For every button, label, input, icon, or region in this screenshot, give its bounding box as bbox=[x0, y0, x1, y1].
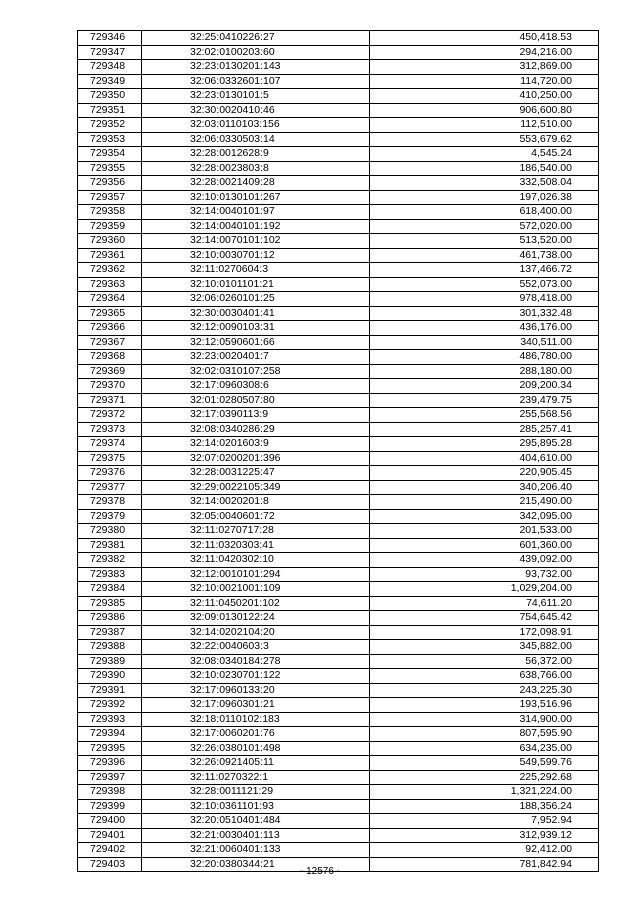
cadastral-number-cell: 32:10:0101101:21 bbox=[142, 277, 370, 292]
table-row bbox=[78, 741, 599, 756]
row-id-cell: 729397 bbox=[78, 770, 142, 785]
cadastral-number-cell: 32:07:0200201:396 bbox=[142, 451, 370, 466]
amount-cell: 295,895.28 bbox=[370, 437, 599, 452]
table-row bbox=[78, 132, 599, 147]
amount-cell: 215,490.00 bbox=[370, 495, 599, 510]
row-id-cell: 729354 bbox=[78, 147, 142, 162]
amount-cell: 225,292.68 bbox=[370, 770, 599, 785]
table-row bbox=[78, 60, 599, 75]
cadastral-number-cell: 32:23:0130101:5 bbox=[142, 89, 370, 104]
row-id-cell: 729385 bbox=[78, 596, 142, 611]
table-row bbox=[78, 350, 599, 365]
row-id-cell: 729395 bbox=[78, 741, 142, 756]
cadastral-number-cell: 32:11:0270717:28 bbox=[142, 524, 370, 539]
amount-cell: 807,595.90 bbox=[370, 727, 599, 742]
row-id-cell: 729398 bbox=[78, 785, 142, 800]
row-id-cell: 729346 bbox=[78, 31, 142, 46]
table-row bbox=[78, 393, 599, 408]
cadastral-number-cell: 32:06:0332601:107 bbox=[142, 74, 370, 89]
table-row bbox=[78, 669, 599, 684]
cadastral-number-cell: 32:17:0060201:76 bbox=[142, 727, 370, 742]
cadastral-number-cell: 32:28:0021409:28 bbox=[142, 176, 370, 191]
cadastral-number-cell: 32:06:0330503:14 bbox=[142, 132, 370, 147]
cadastral-number-cell: 32:14:0040101:97 bbox=[142, 205, 370, 220]
row-id-cell: 729368 bbox=[78, 350, 142, 365]
row-id-cell: 729373 bbox=[78, 422, 142, 437]
amount-cell: 781,842.94 bbox=[370, 857, 599, 872]
amount-cell: 340,206.40 bbox=[370, 480, 599, 495]
row-id-cell: 729348 bbox=[78, 60, 142, 75]
row-id-cell: 729371 bbox=[78, 393, 142, 408]
table-row bbox=[78, 248, 599, 263]
table-row bbox=[78, 147, 599, 162]
amount-cell: 288,180.00 bbox=[370, 364, 599, 379]
table-row bbox=[78, 553, 599, 568]
row-id-cell: 729355 bbox=[78, 161, 142, 176]
cadastral-number-cell: 32:18:0110102:183 bbox=[142, 712, 370, 727]
table-row bbox=[78, 364, 599, 379]
amount-cell: 294,216.00 bbox=[370, 45, 599, 60]
cadastral-number-cell: 32:11:0270604:3 bbox=[142, 263, 370, 278]
amount-cell: 439,092.00 bbox=[370, 553, 599, 568]
cadastral-number-cell: 32:10:0361101:93 bbox=[142, 799, 370, 814]
amount-cell: 634,235.00 bbox=[370, 741, 599, 756]
row-id-cell: 729376 bbox=[78, 466, 142, 481]
cadastral-number-cell: 32:25:0410226:27 bbox=[142, 31, 370, 46]
row-id-cell: 729352 bbox=[78, 118, 142, 133]
cadastral-number-cell: 32:23:0130201:143 bbox=[142, 60, 370, 75]
row-id-cell: 729383 bbox=[78, 567, 142, 582]
row-id-cell: 729384 bbox=[78, 582, 142, 597]
amount-cell: 193,516.96 bbox=[370, 698, 599, 713]
amount-cell: 209,200.34 bbox=[370, 379, 599, 394]
table-row bbox=[78, 45, 599, 60]
amount-cell: 754,645.42 bbox=[370, 611, 599, 626]
table-row bbox=[78, 698, 599, 713]
amount-cell: 345,882.00 bbox=[370, 640, 599, 655]
cadastral-number-cell: 32:02:0310107:258 bbox=[142, 364, 370, 379]
table-row bbox=[78, 451, 599, 466]
row-id-cell: 729381 bbox=[78, 538, 142, 553]
cadastral-number-cell: 32:28:0023803:8 bbox=[142, 161, 370, 176]
row-id-cell: 729350 bbox=[78, 89, 142, 104]
table-row bbox=[78, 640, 599, 655]
table-row bbox=[78, 408, 599, 423]
table-row bbox=[78, 611, 599, 626]
table-row bbox=[78, 596, 599, 611]
amount-cell: 978,418.00 bbox=[370, 292, 599, 307]
table-row bbox=[78, 466, 599, 481]
amount-cell: 342,095.00 bbox=[370, 509, 599, 524]
cadastral-number-cell: 32:30:0020410:46 bbox=[142, 103, 370, 118]
amount-cell: 243,225.30 bbox=[370, 683, 599, 698]
row-id-cell: 729356 bbox=[78, 176, 142, 191]
row-id-cell: 729399 bbox=[78, 799, 142, 814]
row-id-cell: 729401 bbox=[78, 828, 142, 843]
amount-cell: 340,511.00 bbox=[370, 335, 599, 350]
row-id-cell: 729367 bbox=[78, 335, 142, 350]
cadastral-number-cell: 32:12:0090103:31 bbox=[142, 321, 370, 336]
cadastral-number-cell: 32:11:0270322:1 bbox=[142, 770, 370, 785]
amount-cell: 314,900.00 bbox=[370, 712, 599, 727]
row-id-cell: 729389 bbox=[78, 654, 142, 669]
cadastral-number-cell: 32:01:0280507:80 bbox=[142, 393, 370, 408]
cadastral-number-cell: 32:14:0040101:192 bbox=[142, 219, 370, 234]
amount-cell: 112,510.00 bbox=[370, 118, 599, 133]
row-id-cell: 729361 bbox=[78, 248, 142, 263]
amount-cell: 92,412.00 bbox=[370, 843, 599, 858]
table-row bbox=[78, 625, 599, 640]
cadastral-number-cell: 32:22:0040603:3 bbox=[142, 640, 370, 655]
table-row bbox=[78, 538, 599, 553]
row-id-cell: 729366 bbox=[78, 321, 142, 336]
cadastral-number-cell: 32:11:0320303:41 bbox=[142, 538, 370, 553]
table-row bbox=[78, 161, 599, 176]
table-row bbox=[78, 495, 599, 510]
row-id-cell: 729358 bbox=[78, 205, 142, 220]
table-row bbox=[78, 437, 599, 452]
amount-cell: 404,610.00 bbox=[370, 451, 599, 466]
amount-cell: 93,732.00 bbox=[370, 567, 599, 582]
cadastral-number-cell: 32:05:0040601:72 bbox=[142, 509, 370, 524]
amount-cell: 255,568.56 bbox=[370, 408, 599, 423]
cadastral-number-cell: 32:03:0110103:156 bbox=[142, 118, 370, 133]
row-id-cell: 729402 bbox=[78, 843, 142, 858]
amount-cell: 461,738.00 bbox=[370, 248, 599, 263]
cadastral-number-cell: 32:26:0380101:498 bbox=[142, 741, 370, 756]
table-row bbox=[78, 770, 599, 785]
table-row bbox=[78, 814, 599, 829]
table-row bbox=[78, 263, 599, 278]
table-row bbox=[78, 205, 599, 220]
cadastral-number-cell: 32:30:0030401:41 bbox=[142, 306, 370, 321]
cadastral-number-cell: 32:28:0031225:47 bbox=[142, 466, 370, 481]
table-row bbox=[78, 828, 599, 843]
amount-cell: 137,466.72 bbox=[370, 263, 599, 278]
cadastral-number-cell: 32:17:0960308:6 bbox=[142, 379, 370, 394]
row-id-cell: 729365 bbox=[78, 306, 142, 321]
row-id-cell: 729390 bbox=[78, 669, 142, 684]
cadastral-number-cell: 32:06:0260101:25 bbox=[142, 292, 370, 307]
row-id-cell: 729375 bbox=[78, 451, 142, 466]
table-row bbox=[78, 74, 599, 89]
table-row bbox=[78, 799, 599, 814]
cadastral-number-cell: 32:10:0230701:122 bbox=[142, 669, 370, 684]
row-id-cell: 729363 bbox=[78, 277, 142, 292]
amount-cell: 239,479.75 bbox=[370, 393, 599, 408]
table-row bbox=[78, 843, 599, 858]
row-id-cell: 729372 bbox=[78, 408, 142, 423]
table-row bbox=[78, 292, 599, 307]
amount-cell: 410,250.00 bbox=[370, 89, 599, 104]
amount-cell: 201,533.00 bbox=[370, 524, 599, 539]
amount-cell: 56,372.00 bbox=[370, 654, 599, 669]
table-row bbox=[78, 524, 599, 539]
cadastral-number-cell: 32:17:0390113:9 bbox=[142, 408, 370, 423]
table-row bbox=[78, 422, 599, 437]
cadastral-number-cell: 32:21:0030401:113 bbox=[142, 828, 370, 843]
table-body bbox=[78, 31, 599, 872]
amount-cell: 312,939.12 bbox=[370, 828, 599, 843]
amount-cell: 572,020.00 bbox=[370, 219, 599, 234]
amount-cell: 601,360.00 bbox=[370, 538, 599, 553]
cadastral-number-cell: 32:12:0010101:294 bbox=[142, 567, 370, 582]
table-row bbox=[78, 234, 599, 249]
cadastral-number-cell: 32:20:0510401:484 bbox=[142, 814, 370, 829]
table-row bbox=[78, 756, 599, 771]
table-row bbox=[78, 89, 599, 104]
cadastral-number-cell: 32:28:0011121:29 bbox=[142, 785, 370, 800]
cadastral-number-cell: 32:10:0021001:109 bbox=[142, 582, 370, 597]
row-id-cell: 729392 bbox=[78, 698, 142, 713]
table-row bbox=[78, 654, 599, 669]
table-row bbox=[78, 219, 599, 234]
cadastral-number-cell: 32:17:0960133:20 bbox=[142, 683, 370, 698]
row-id-cell: 729394 bbox=[78, 727, 142, 742]
row-id-cell: 729388 bbox=[78, 640, 142, 655]
amount-cell: 172,098.91 bbox=[370, 625, 599, 640]
amount-cell: 114,720.00 bbox=[370, 74, 599, 89]
table-row bbox=[78, 103, 599, 118]
row-id-cell: 729379 bbox=[78, 509, 142, 524]
row-id-cell: 729370 bbox=[78, 379, 142, 394]
cadastral-number-cell: 32:21:0060401:133 bbox=[142, 843, 370, 858]
row-id-cell: 729387 bbox=[78, 625, 142, 640]
cadastral-number-cell: 32:10:0030701:12 bbox=[142, 248, 370, 263]
row-id-cell: 729351 bbox=[78, 103, 142, 118]
amount-cell: 549,599.76 bbox=[370, 756, 599, 771]
table-row bbox=[78, 118, 599, 133]
cadastral-number-cell: 32:28:0012628:9 bbox=[142, 147, 370, 162]
row-id-cell: 729380 bbox=[78, 524, 142, 539]
amount-cell: 486,780.00 bbox=[370, 350, 599, 365]
row-id-cell: 729347 bbox=[78, 45, 142, 60]
row-id-cell: 729396 bbox=[78, 756, 142, 771]
table-row bbox=[78, 712, 599, 727]
row-id-cell: 729374 bbox=[78, 437, 142, 452]
amount-cell: 7,952.94 bbox=[370, 814, 599, 829]
cadastral-number-cell: 32:23:0020401:7 bbox=[142, 350, 370, 365]
cadastral-number-cell: 32:10:0130101:267 bbox=[142, 190, 370, 205]
table-row bbox=[78, 31, 599, 46]
amount-cell: 332,508.04 bbox=[370, 176, 599, 191]
amount-cell: 906,600.80 bbox=[370, 103, 599, 118]
cadastral-number-cell: 32:02:0100203:60 bbox=[142, 45, 370, 60]
amount-cell: 312,869.00 bbox=[370, 60, 599, 75]
row-id-cell: 729377 bbox=[78, 480, 142, 495]
cadastral-number-cell: 32:12:0590601:66 bbox=[142, 335, 370, 350]
amount-cell: 513,520.00 bbox=[370, 234, 599, 249]
amount-cell: 1,321,224.00 bbox=[370, 785, 599, 800]
row-id-cell: 729360 bbox=[78, 234, 142, 249]
amount-cell: 1,029,204.00 bbox=[370, 582, 599, 597]
table-row bbox=[78, 379, 599, 394]
row-id-cell: 729359 bbox=[78, 219, 142, 234]
cadastral-number-cell: 32:09:0130122:24 bbox=[142, 611, 370, 626]
cadastral-number-cell: 32:14:0202104:20 bbox=[142, 625, 370, 640]
amount-cell: 301,332.48 bbox=[370, 306, 599, 321]
row-id-cell: 729378 bbox=[78, 495, 142, 510]
table-row bbox=[78, 567, 599, 582]
cadastral-number-cell: 32:11:0450201:102 bbox=[142, 596, 370, 611]
amount-cell: 450,418.53 bbox=[370, 31, 599, 46]
cadastral-number-cell: 32:29:0022105:349 bbox=[142, 480, 370, 495]
row-id-cell: 729364 bbox=[78, 292, 142, 307]
row-id-cell: 729393 bbox=[78, 712, 142, 727]
cadastral-number-cell: 32:14:0020201:8 bbox=[142, 495, 370, 510]
row-id-cell: 729369 bbox=[78, 364, 142, 379]
amount-cell: 188,356.24 bbox=[370, 799, 599, 814]
cadastral-number-cell: 32:26:0921405:11 bbox=[142, 756, 370, 771]
cadastral-number-cell: 32:14:0201603:9 bbox=[142, 437, 370, 452]
row-id-cell: 729353 bbox=[78, 132, 142, 147]
amount-cell: 186,540.00 bbox=[370, 161, 599, 176]
table-row bbox=[78, 683, 599, 698]
table-row bbox=[78, 335, 599, 350]
table-row bbox=[78, 306, 599, 321]
row-id-cell: 729382 bbox=[78, 553, 142, 568]
records-table bbox=[77, 30, 599, 872]
amount-cell: 74,611.20 bbox=[370, 596, 599, 611]
row-id-cell: 729362 bbox=[78, 263, 142, 278]
cadastral-number-cell: 32:08:0340286:29 bbox=[142, 422, 370, 437]
table-row bbox=[78, 582, 599, 597]
row-id-cell: 729357 bbox=[78, 190, 142, 205]
amount-cell: 553,679.62 bbox=[370, 132, 599, 147]
amount-cell: 638,766.00 bbox=[370, 669, 599, 684]
row-id-cell: 729349 bbox=[78, 74, 142, 89]
page-number: - 12576 - bbox=[299, 866, 341, 877]
row-id-cell: 729400 bbox=[78, 814, 142, 829]
table-row bbox=[78, 277, 599, 292]
cadastral-number-cell: 32:17:0960301:21 bbox=[142, 698, 370, 713]
table-row bbox=[78, 509, 599, 524]
amount-cell: 552,073.00 bbox=[370, 277, 599, 292]
cadastral-number-cell: 32:08:0340184:278 bbox=[142, 654, 370, 669]
row-id-cell: 729386 bbox=[78, 611, 142, 626]
amount-cell: 4,545.24 bbox=[370, 147, 599, 162]
amount-cell: 618,400.00 bbox=[370, 205, 599, 220]
table-row bbox=[78, 480, 599, 495]
amount-cell: 285,257.41 bbox=[370, 422, 599, 437]
cadastral-number-cell: 32:11:0420302:10 bbox=[142, 553, 370, 568]
cadastral-number-cell: 32:20:0380344:21 bbox=[142, 857, 370, 872]
row-id-cell: 729391 bbox=[78, 683, 142, 698]
row-id-cell: 729403 bbox=[78, 857, 142, 872]
table-row bbox=[78, 190, 599, 205]
table-row bbox=[78, 321, 599, 336]
table-row bbox=[78, 176, 599, 191]
amount-cell: 436,176.00 bbox=[370, 321, 599, 336]
amount-cell: 220,905.45 bbox=[370, 466, 599, 481]
amount-cell: 197,026.38 bbox=[370, 190, 599, 205]
table-row bbox=[78, 785, 599, 800]
cadastral-number-cell: 32:14:0070101:102 bbox=[142, 234, 370, 249]
table-row bbox=[78, 727, 599, 742]
